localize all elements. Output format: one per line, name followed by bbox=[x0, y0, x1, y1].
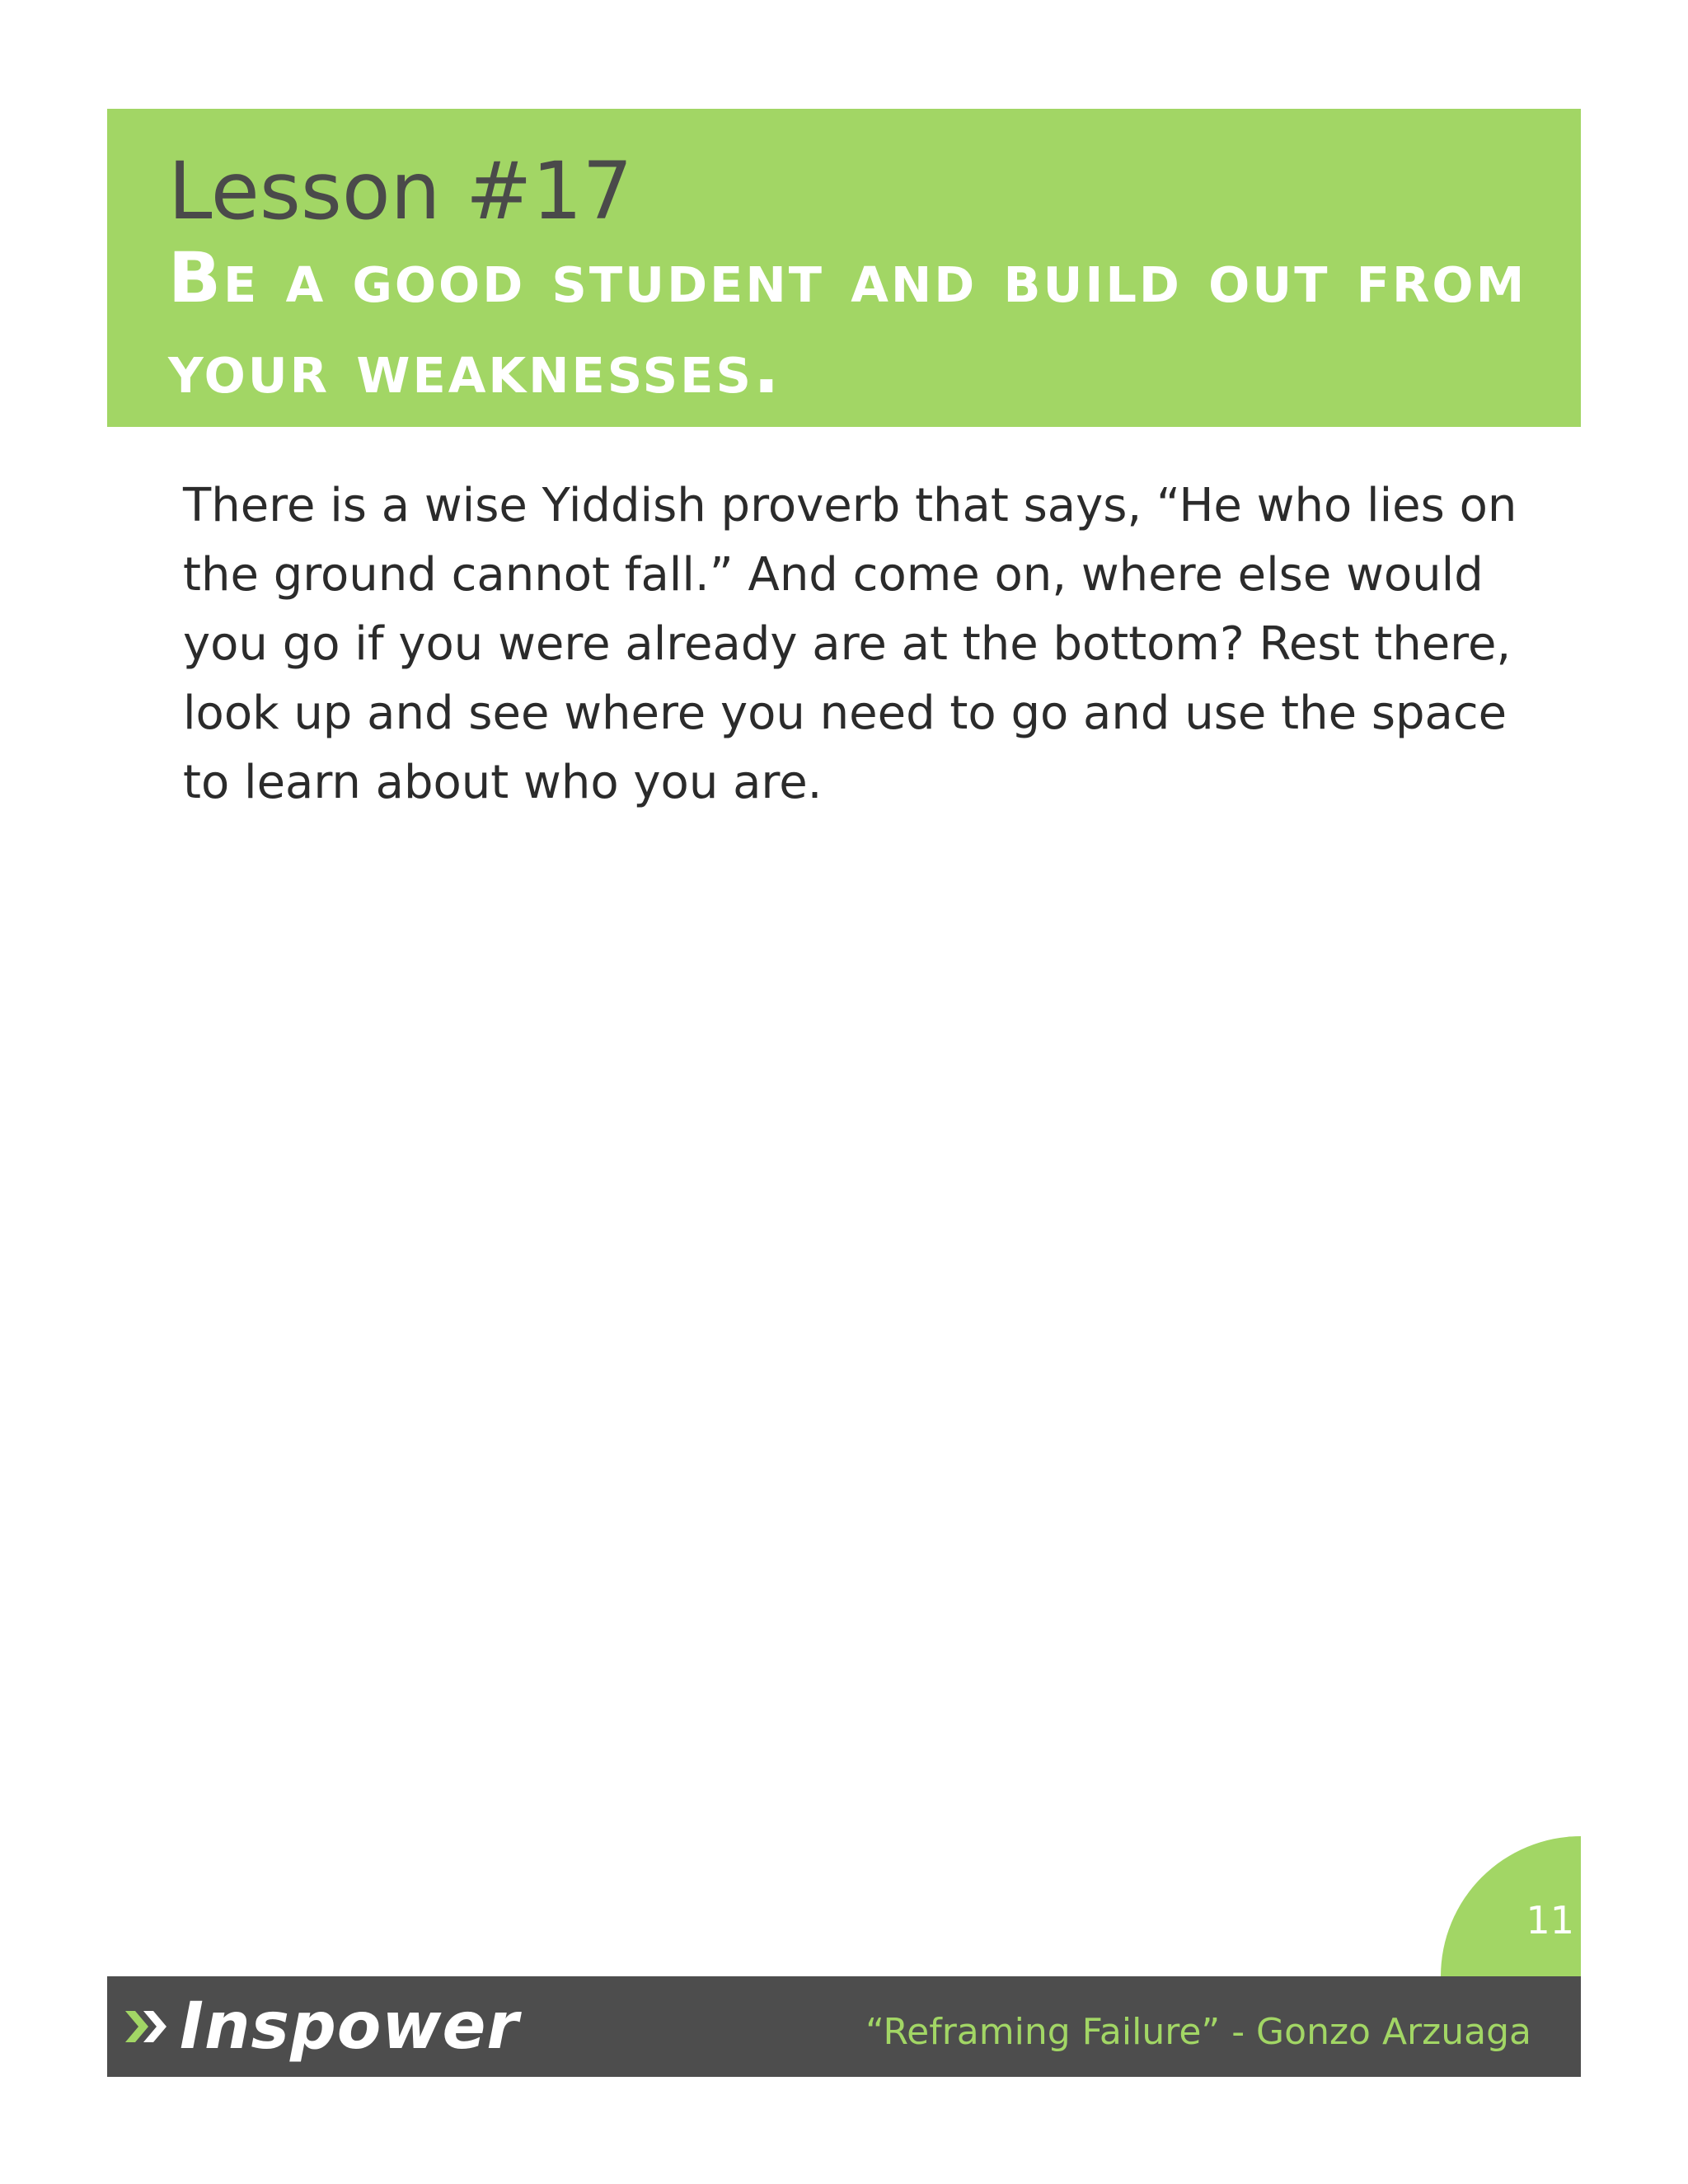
inspower-logo bbox=[125, 1991, 519, 2062]
double-chevron-icon bbox=[125, 2008, 176, 2046]
lesson-body-text: There is a wise Yiddish proverb that says, “He who lies on the ground cannot fall.” And come on, where else would you go if you were already are at the bottom? Rest there, look up and see where you need to go and use the space to learn about who you are. bbox=[183, 479, 1517, 809]
footer-credit: “Reframing Failure” - Gonzo Arzuaga bbox=[865, 2011, 1531, 2053]
footer-bar bbox=[107, 1976, 1581, 2077]
lesson-header bbox=[107, 109, 1581, 427]
lesson-number: Lesson #17 bbox=[168, 145, 633, 237]
logo-wordmark: Inspower bbox=[180, 1990, 519, 2064]
lesson-title: Be a good student and build out from your weaknesses. bbox=[168, 237, 1527, 409]
page-number: 11 bbox=[1526, 1898, 1574, 1943]
